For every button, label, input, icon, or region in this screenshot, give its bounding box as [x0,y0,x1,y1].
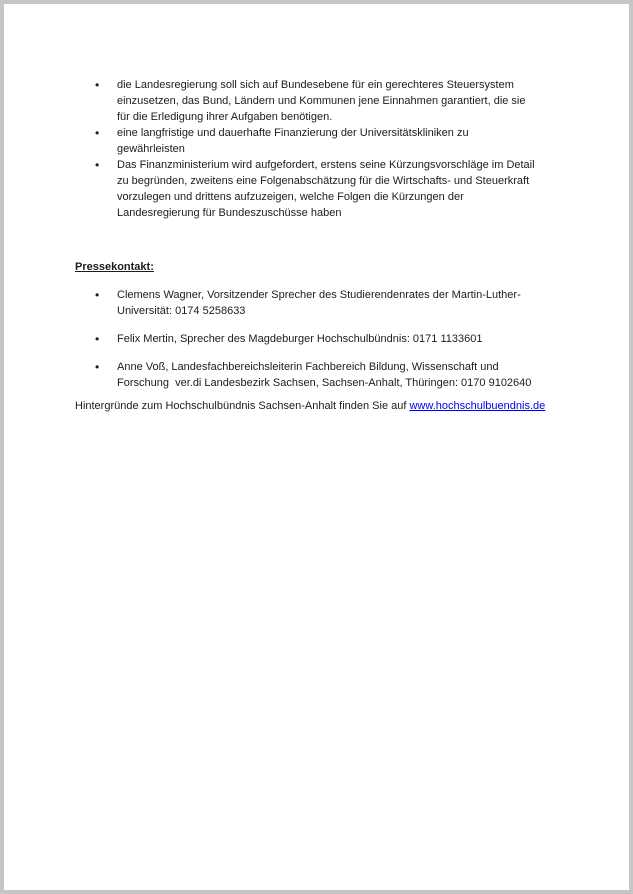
demands-bullet-list [75,77,565,221]
text-line: vorzulegen und drittens aufzuzeigen, welche Folgen die Kürzungen der [117,191,464,203]
press-contact-list [75,287,565,391]
text-line: Universität: 0174 5258633 [117,305,246,317]
text-line: • die Landesregierung soll sich auf Bundesebene für ein gerechteres Steuersystem [117,79,514,91]
page-content [75,77,565,414]
text-line: • Anne Voß, Landesfachbereichsleiterin Fachbereich Bildung, Wissenschaft und [117,361,499,373]
text-line: • Clemens Wagner, Vorsitzender Sprecher des Studierendenrates der Martin-Luther- [117,289,521,301]
list-item [75,331,565,347]
text-line: gewährleisten [117,143,185,155]
press-contact-heading: Pressekontakt: [75,261,154,273]
page [4,4,629,890]
hochschulbuendnis-link[interactable]: www.hochschulbuendnis.de [409,400,546,412]
list-item [75,359,565,391]
list-item [75,77,565,125]
text-line: • eine langfristige und dauerhafte Finanzierung der Universitätskliniken zu [117,127,469,139]
list-item [75,125,565,157]
text-line: zu begründen, zweitens eine Folgenabschätzung für die Wirtschafts- und Steuerkraft [117,175,530,187]
list-item [75,157,565,221]
footer-note [75,398,565,414]
text-line: Forschung ver.di Landesbezirk Sachsen, Sachsen-Anhalt, Thüringen: 0170 9102640 [117,377,532,389]
text-line: Landesregierung für Bundeszuschüsse haben [117,207,342,219]
text-line: • Felix Mertin, Sprecher des Magdeburger Hochschulbündnis: 0171 1133601 [117,333,483,345]
text-line: • Das Finanzministerium wird aufgefordert, erstens seine Kürzungsvorschläge im Detail [117,159,535,171]
list-item [75,287,565,319]
footer-text: Hintergründe zum Hochschulbündnis Sachsen-Anhalt finden Sie auf [75,400,410,412]
text-line: für die Erledigung ihrer Aufgaben benötigen. [117,111,333,123]
text-line: einzusetzen, das Bund, Ländern und Kommunen jene Einnahmen garantiert, die sie [117,95,526,107]
